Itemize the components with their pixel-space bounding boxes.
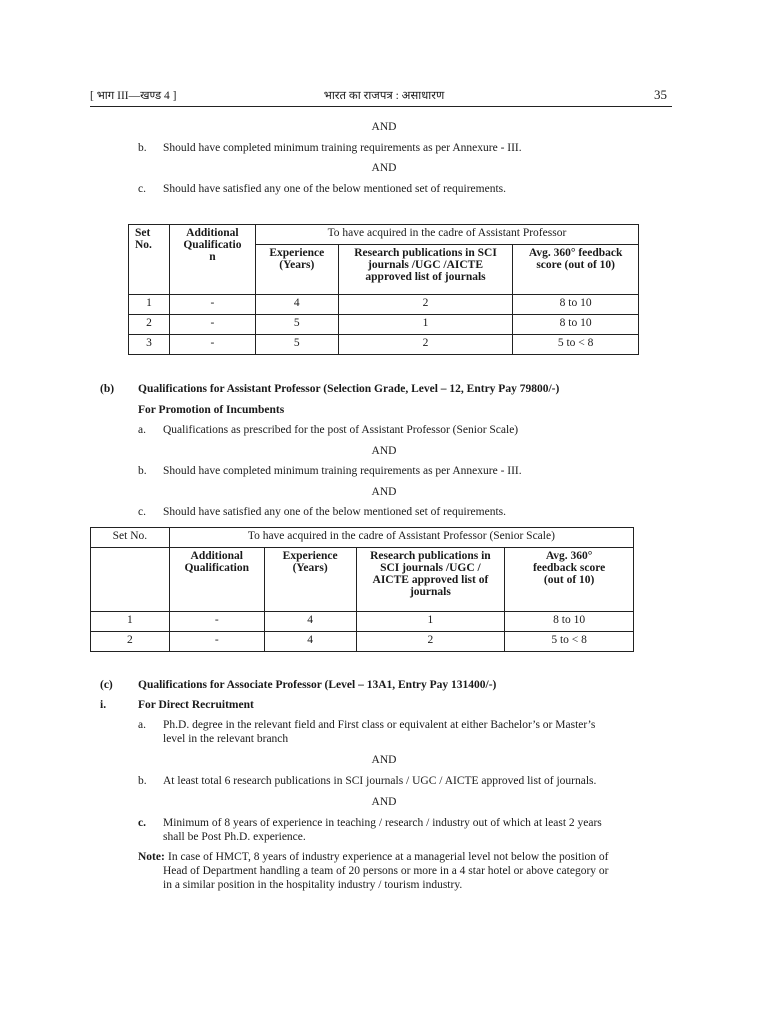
header-research: Research publications in SCI journals /UGC /AICTE approved list of journals xyxy=(338,245,513,295)
header-experience: Experience (Years) xyxy=(255,245,338,295)
item-text: Qualifications as prescribed for the post of Assistant Professor (Senior Scale) xyxy=(163,424,519,436)
item-text-line: level in the relevant branch xyxy=(163,733,289,745)
header-additional-qualification: Additional Qualificatio n xyxy=(169,225,255,295)
table-row: 3 - 5 2 5 to < 8 xyxy=(129,335,639,355)
note-label: Note: xyxy=(138,851,165,863)
note-text-line: Head of Department handling a team of 20 persons or more in a 4 star hotel or above category or xyxy=(163,865,609,877)
table-row: 2 - 5 1 8 to 10 xyxy=(129,315,639,335)
header-left: [ भाग III—खण्ड 4 ] xyxy=(90,90,177,102)
table-set-requirements xyxy=(128,224,639,355)
header-set-no: Set No. xyxy=(129,225,170,295)
header-research: Research publications in SCI journals /UGC / AICTE approved list of journals xyxy=(356,548,505,612)
header-set-no: Set No. xyxy=(91,528,170,548)
item-label: b. xyxy=(138,465,147,477)
table-row: 2 - 4 2 5 to < 8 xyxy=(91,632,634,652)
item-text: At least total 6 research publications in SCI journals / UGC / AICTE approved list of journals. xyxy=(163,775,597,787)
note-text-line: in a similar position in the hospitality industry / tourism industry. xyxy=(163,879,463,891)
header-avg-feedback: Avg. 360° feedback score (out of 10) xyxy=(505,548,634,612)
and-text: AND xyxy=(371,796,397,808)
section-title: Qualifications for Associate Professor (Level – 13A1, Entry Pay 131400/-) xyxy=(138,679,497,691)
subsection-label: i. xyxy=(100,699,107,711)
item-label: b. xyxy=(138,775,147,787)
section-label: (c) xyxy=(100,679,113,691)
item-label: a. xyxy=(138,719,146,731)
header-center: भारत का राजपत्र : असाधारण xyxy=(323,90,445,102)
item-label: c. xyxy=(138,817,146,829)
subsection-title: For Direct Recruitment xyxy=(138,699,254,711)
and-text: AND xyxy=(371,486,397,498)
and-text: AND xyxy=(371,754,397,766)
page-number: 35 xyxy=(654,87,667,102)
table-row: 1 - 4 1 8 to 10 xyxy=(91,612,634,632)
and-text: AND xyxy=(371,121,397,133)
header-cadre-group: To have acquired in the cadre of Assistant Professor xyxy=(255,225,638,245)
item-text-line: Ph.D. degree in the relevant field and First class or equivalent at either Bachelor’s or Master’s xyxy=(163,719,596,731)
item-text-line: shall be Post Ph.D. experience. xyxy=(163,831,306,843)
header-empty xyxy=(91,548,170,612)
header-avg-feedback: Avg. 360° feedback score (out of 10) xyxy=(513,245,639,295)
note-text-line: In case of HMCT, 8 years of industry experience at a managerial level not below the position of xyxy=(168,851,609,863)
header-experience: Experience (Years) xyxy=(264,548,356,612)
section-title: Qualifications for Assistant Professor (Selection Grade, Level – 12, Entry Pay 79800/-) xyxy=(138,383,560,395)
item-text-line: Minimum of 8 years of experience in teaching / research / industry out of which at least 2 years xyxy=(163,817,602,829)
item-text: Should have completed minimum training requirements as per Annexure - III. xyxy=(163,465,522,477)
item-label: b. xyxy=(138,142,147,154)
table-row: 1 - 4 2 8 to 10 xyxy=(129,295,639,315)
header-additional-qualification: Additional Qualification xyxy=(169,548,264,612)
section-label: (b) xyxy=(100,383,115,395)
item-text: Should have satisfied any one of the below mentioned set of requirements. xyxy=(163,506,506,518)
and-text: AND xyxy=(371,162,397,174)
and-text: AND xyxy=(371,445,397,457)
header-rule xyxy=(90,106,672,107)
item-text: Should have completed minimum training requirements as per Annexure - III. xyxy=(163,142,522,154)
item-label: c. xyxy=(138,183,146,195)
section-subtitle: For Promotion of Incumbents xyxy=(138,404,285,416)
header-cadre-group: To have acquired in the cadre of Assistant Professor (Senior Scale) xyxy=(169,528,633,548)
table-senior-scale-requirements xyxy=(90,527,634,652)
item-label: c. xyxy=(138,506,146,518)
item-label: a. xyxy=(138,424,146,436)
item-text: Should have satisfied any one of the below mentioned set of requirements. xyxy=(163,183,506,195)
